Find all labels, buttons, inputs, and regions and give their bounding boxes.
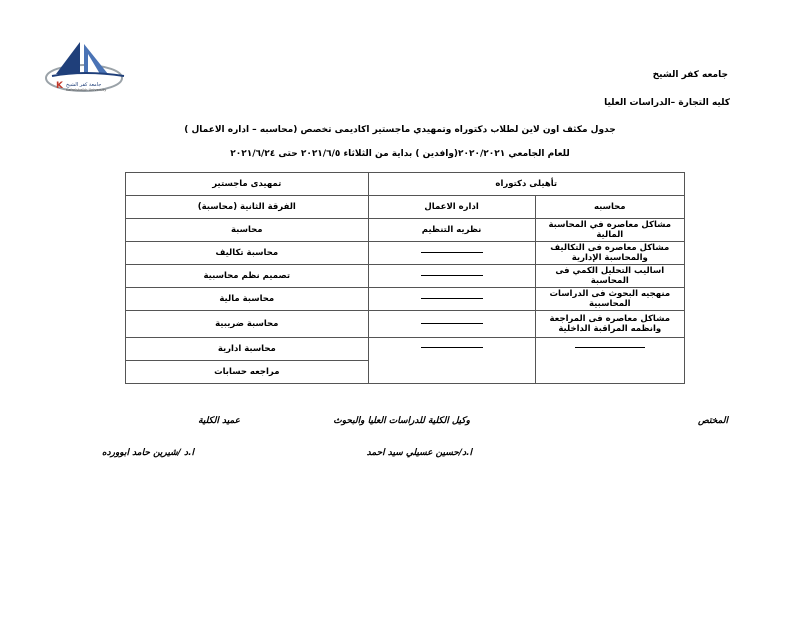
col-accounting: محاسبه <box>535 196 684 219</box>
table-subheader-row <box>126 196 685 219</box>
masters-cell: محاسبة ادارية <box>126 338 369 361</box>
masters-cell: تصميم نظم محاسبية <box>126 265 369 288</box>
masters-cell: محاسبة <box>126 219 369 242</box>
table-row <box>126 219 685 242</box>
business-cell: نظريه التنظيم <box>368 219 535 242</box>
accounting-cell: مشاكل معاصره في المحاسبة المالية <box>535 219 684 242</box>
accounting-cell: مشاكل معاصره فى المراجعة وانظمه المراقبة الداخلية <box>535 311 684 338</box>
schedule-table <box>125 172 685 384</box>
masters-cell: محاسبة مالية <box>126 288 369 311</box>
schedule-title: جدول مكثف اون لاين لطلاب دكتوراه وتمهيدي ماجستير اكاديمى تخصص (محاسبه – اداره الاعمال ) <box>184 125 616 135</box>
accounting-cell: منهجيه البحوث فى الدراسات المحاسبية <box>535 288 684 311</box>
vice-dean-title: وكيل الكلية للدراسات العليا والبحوث <box>333 416 470 426</box>
col-year2: الفرقة الثانية (محاسبة) <box>126 196 369 219</box>
svg-text:جامعة كفر الشيخ: جامعة كفر الشيخ <box>66 82 102 88</box>
masters-header: تمهيدى ماجستير <box>126 173 369 196</box>
dash-line <box>575 347 645 348</box>
table-row <box>126 242 685 265</box>
dash-line <box>421 323 483 324</box>
business-cell <box>368 311 535 338</box>
dash-line <box>421 252 483 253</box>
table-row <box>126 311 685 338</box>
masters-cell: محاسبة ضريبية <box>126 311 369 338</box>
col-business: اداره الاعمال <box>368 196 535 219</box>
table-header-row <box>126 173 685 196</box>
accounting-cell: اساليب التحليل الكمي فى المحاسبة <box>535 265 684 288</box>
masters-cell: مراجعه حسابات <box>126 361 369 384</box>
academic-year-line: للعام الجامعي ٢٠٢٠/٢٠٢١(وافدين ) بداية من الثلاثاء ٢٠٢١/٦/٥ حتى ٢٠٢١/٦/٢٤ <box>230 149 570 159</box>
preparer-title: المختص <box>698 416 728 426</box>
dean-name: ا.د /شيرين حامد ابوورده <box>101 448 194 458</box>
table-row <box>126 288 685 311</box>
accounting-cell: مشاكل معاصره فى التكاليف والمحاسبة الإدارية <box>535 242 684 265</box>
business-cell <box>368 288 535 311</box>
faculty-name: كليه التجارة –الدراسات العليا <box>604 98 730 108</box>
svg-text:Kafrelsheikh University: Kafrelsheikh University <box>66 88 107 92</box>
doctorate-header: تأهيلى دكتوراه <box>368 173 684 196</box>
university-name: جامعه كفر الشيخ <box>652 70 728 80</box>
dash-line <box>421 275 483 276</box>
masters-cell: محاسبة تكاليف <box>126 242 369 265</box>
dash-line <box>421 298 483 299</box>
dean-title: عميد الكلية <box>198 416 240 426</box>
business-cell <box>368 265 535 288</box>
university-logo <box>42 40 132 96</box>
svg-text:K: K <box>56 81 63 91</box>
table-row <box>126 338 685 361</box>
accounting-cell <box>535 338 684 384</box>
table-row <box>126 265 685 288</box>
business-cell <box>368 338 535 384</box>
vice-dean-name: ا.د/حسين عسيلي سيد احمد <box>366 448 472 458</box>
dash-line <box>421 347 483 348</box>
business-cell <box>368 242 535 265</box>
